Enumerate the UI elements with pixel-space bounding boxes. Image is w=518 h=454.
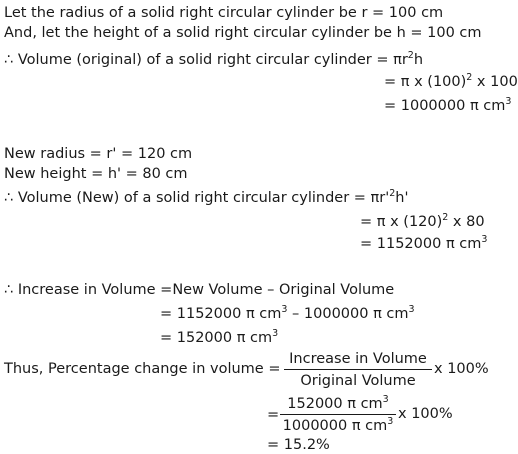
fraction-numerator (280, 395, 396, 413)
text: ∴ Volume (original) of a solid right circular cylinder = πr (4, 52, 408, 68)
increase-substitution (160, 305, 415, 323)
percentage-fraction (284, 350, 432, 390)
fraction-denominator (280, 417, 396, 435)
final-answer: = 15.2% (267, 437, 330, 453)
text: = 1152000 π cm (160, 306, 282, 322)
multiply-100-percent: x 100% (434, 361, 489, 377)
new-volume-formula (4, 189, 408, 207)
text: x 100 (472, 74, 518, 90)
text: = 152000 π cm (160, 330, 273, 346)
exponent: 2 (466, 72, 473, 83)
text: = π x (100) (384, 74, 467, 90)
given-height: And, let the height of a solid right circular cylinder be h = 100 cm (4, 25, 482, 41)
text: h' (395, 190, 409, 206)
exponent: 3 (387, 416, 394, 427)
given-radius: Let the radius of a solid right circular cylinder be r = 100 cm (4, 5, 444, 21)
new-volume-result (360, 235, 487, 253)
original-volume-formula (4, 51, 423, 69)
multiply-100-percent: x 100% (398, 406, 453, 422)
text: ∴ Volume (New) of a solid right circular cylinder = πr' (4, 190, 390, 206)
text: x 80 (448, 214, 485, 230)
equals-sign: = (267, 407, 280, 423)
exponent: 3 (505, 96, 512, 107)
exponent: 3 (481, 234, 488, 245)
fraction-bar (284, 369, 432, 370)
percentage-change-label: Thus, Percentage change in volume = (4, 361, 281, 377)
new-height: New height = h' = 80 cm (4, 166, 188, 182)
substituted-fraction (280, 395, 396, 435)
text: = π x (120) (360, 214, 443, 230)
text: = 1152000 π cm (360, 236, 482, 252)
text: 152000 π cm (287, 396, 383, 412)
text: h (413, 52, 424, 68)
exponent: 3 (382, 394, 389, 405)
text: – 1000000 π cm (287, 306, 409, 322)
exponent: 3 (408, 304, 415, 315)
text: 1000000 π cm (282, 418, 388, 434)
fraction-bar (280, 414, 396, 415)
original-volume-substitution (384, 73, 518, 91)
exponent: 2 (407, 50, 414, 61)
exponent: 2 (389, 188, 396, 199)
fraction-denominator: Original Volume (300, 373, 416, 389)
exponent: 3 (272, 328, 279, 339)
new-radius: New radius = r' = 120 cm (4, 146, 193, 162)
new-volume-substitution (360, 213, 485, 231)
increase-result (160, 329, 278, 347)
fraction-numerator: Increase in Volume (289, 351, 427, 367)
original-volume-result (384, 97, 511, 115)
increase-definition: ∴ Increase in Volume =New Volume – Original Volume (4, 282, 395, 298)
exponent: 3 (281, 304, 288, 315)
text: = 1000000 π cm (384, 98, 506, 114)
exponent: 2 (442, 212, 449, 223)
